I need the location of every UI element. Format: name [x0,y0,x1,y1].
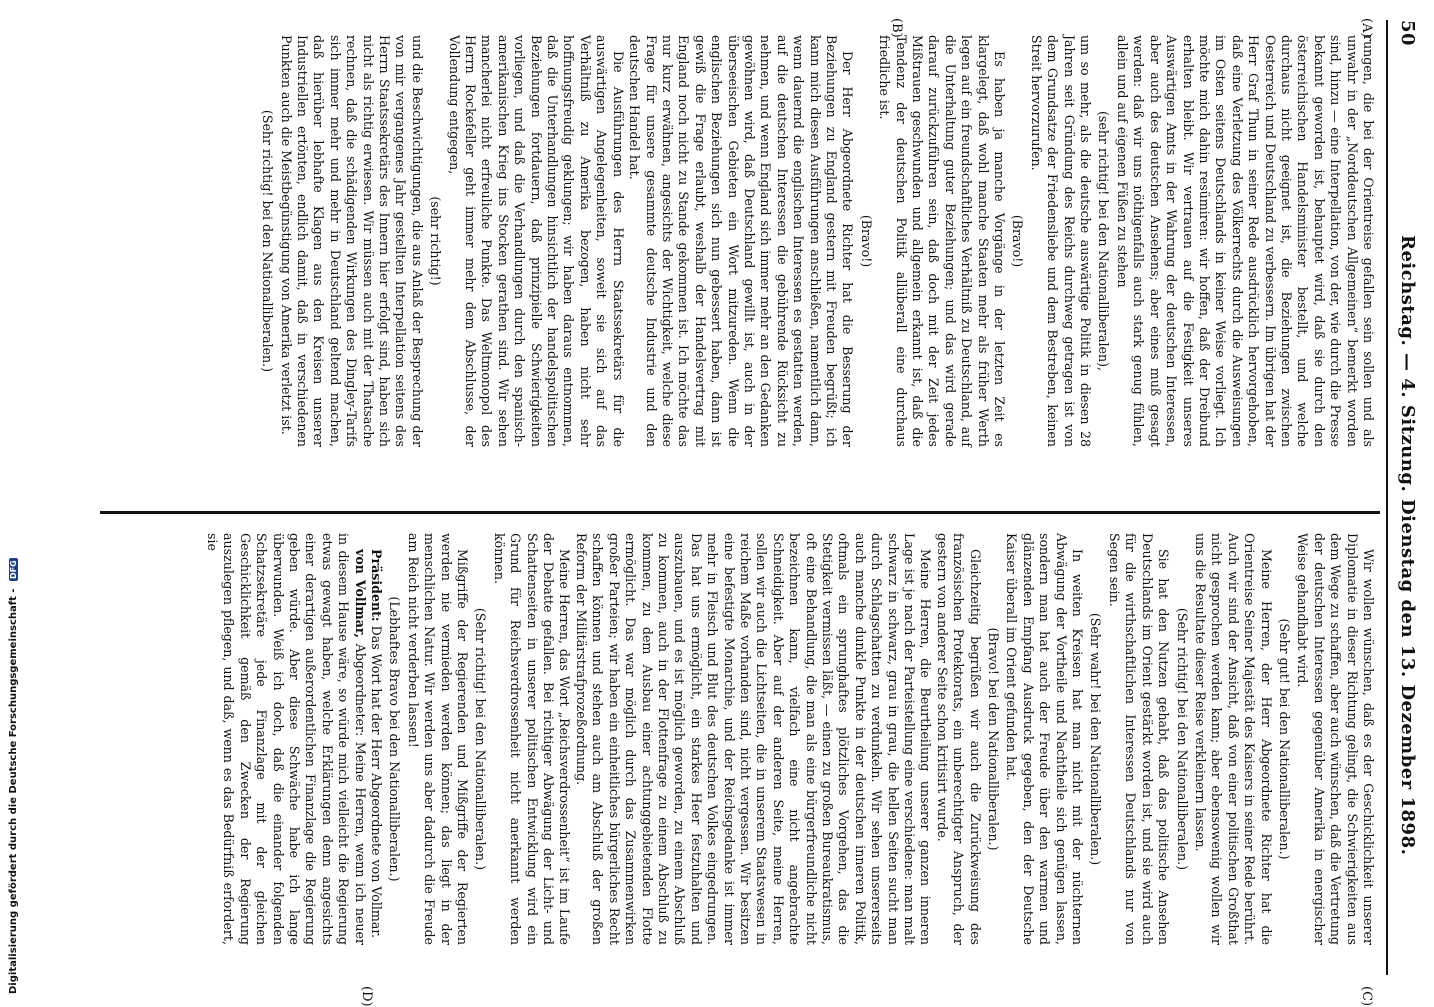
paragraph: Es haben ja manche Vorgänge in der letzten Zeit es klargelegt, daß wohl manche Staaten mehr als früher Werth legen auf ein freundschaftliches Verhältniß zu Deutschland, auf die Unterhaltung guter Beziehungen; und das wird gerade darauf zurückzuführen sein, daß doch mit der Zeit jedes Mißtrauen geschwunden und allgemein erkannt ist, daß die Tendenz der deutschen Politik allüberall eine durchaus friedliche ist. [877,35,1008,447]
paragraph: Sie hat den Nutzen gehabt, daß das politische Ansehen Deutschlands im Orient gestärkt worden ist, und sie wird auch für die wirthschaftlichen Interessen Deutschlands nur von Segen sein. [1106,533,1172,945]
paragraph: Meine Herren, der Herr Abgeordnete Richter hat die Orientreise Seiner Majestät des Kaisers in seiner Rede berührt. Auch wir sind der Ansicht, daß von einer politischen Großthat nicht gesprochen werden kann; aber ebensowenig wollen wir uns die Resultate dieser Reise verkleinern lassen. [1192,533,1274,945]
page-title: Reichstag. — 4. Sitzung. Dienstag den 13. Dezember 1898. [1397,235,1418,856]
interjection: (Bravo!) [858,214,874,268]
interjection: (sehr richtig! bei den Nationalliberalen), [1096,110,1112,372]
interjection: (Sehr wahr! bei den Nationalliberalen.) [1088,612,1104,866]
dfg-logo: DFG [9,560,18,579]
paragraph: und die Beschwichtigungen, die aus Anlaß der Besprechung der von mir vergangenes Jahr gestellten Interpellation seitens des Herrn Staatssekretärs des Innern hier erfolgt sind, haben sich nicht als richtig erwiesen. Wir müssen auch mit der Thatsache rechnen, daß die schädigenden Wirkungen des Dingley-Tarifs sich immer mehr und mehr in Deutschland geltend machen, daß hierüber lebhafte Klagen aus den Kreisen unserer Industriellen ertönten, endlich damit, daß in verschiedenen Punkten auch die Meistbegünstigung von Amerika verletzt ist. [278,35,425,447]
digitization-text: Digitalisierung gefördert durch die Deutsche Forschungsgemeinschaft - [8,588,19,994]
speaker-paragraph [368,533,384,945]
paragraph: rungen, die bei der Orientreise gefallen sein sollen und als unwahr in der „Norddeutschen Allgemeinen“ bemerkt worden sind, hinzu — eine Interpellation, von der, wie durch die Presse bekannt geworden ist, behauptet wird, daß sie durch den österreichischen Handelsminister bestellt, und welche durchaus nicht geeignet ist, die Beziehungen zwischen Oesterreich und Deutschland zu verbessern. Im übrigen hat der Herr Graf Thun in seiner Rede ausdrücklich hervorgehoben, daß eine Verletzung des Völkerrechts durch die Ausweisungen im Osten seitens Deutschlands in keiner Weise vorliegt. Ich möchte mich dahin resümiren: wir hoffen, daß der Dreibund erhalten bleibt. Wir vertrauen auf die Festigkeit unseres Auswärtigen Amts in der Wahrung der deutschen Interessen, aber auch des deutschen Ansehens; aber eines muß gesagt werden: daß wir uns nöthigenfalls auch stark genug fühlen, allein und auf eigenen Füßen zu stehen [1114,35,1376,447]
interjection: (Sehr richtig! bei den Nationalliberalen.) [1174,607,1190,871]
margin-marker-b: (B) [889,18,904,38]
interjection: (Sehr gut! bei den Nationalliberalen.) [1276,618,1292,860]
paragraph: Die Ausführungen des Herrn Staatssekretärs für die auswärtigen Angelegenheiten, soweit sie sich auf das Verhältniß zu Amerika bezogen, haben nicht sehr hoffnungsfreudig geklungen; wir haben daraus entnommen, daß die Unterhandlungen hinsichtlich der handelspolitischen Beziehungen fortdauern, daß prinzipielle Schwierigkeiten vorliegen, und daß die Verhandlungen durch den spanisch-amerikanischen Krieg ins Stocken gerathen sind. Wir sehen mancherlei nicht erfreuliche Punkte. Das Weltmonopol des Herrn Rockefeller geht immer mehr dem Abschlusse, der Vollendung entgegen, [446,35,626,447]
page-number: 50 [1397,20,1418,47]
interjection: (Sehr richtig! bei den Nationalliberalen.) [260,109,276,373]
paragraph: Meine Herren, die Beurtheilung unserer ganzen inneren Lage ist je nach der Parteistellung eine verschiedene: man malt schwarz in schwarz, grau in grau, die hellen Seiten sucht man durch Schlagschatten zu verdunkeln. Wir sehen unsererseits auch manche dunkle Punkte in der deutschen inneren Politik, oftmals ein sprunghaftes plötzliches Vorgehen, das die Stetigkeit vermissen läßt, — einen zu großen Bureaukratismus, oft eine Behandlung, die man als eine bürgerfreundliche nicht bezeichnen kann, vielfach eine nicht angebrachte Schneidigkeit. Aber auf der anderen Seite, meine Herren, sollen wir auch die Lichtseiten, die in unserem Staatswesen in reichem Maße vorhanden sind, nicht vergessen. Wir besitzen eine befestigte Monarchie, und der Reichsgedanke ist immer mehr in Fleisch und Blut des deutschen Volkes eingedrungen. Das hat uns ermöglicht, ein starkes Heer festzuhalten und auszubauen, und es ist möglich geworden, zu einem Abschluß zu kommen, auch in der Flottenfrage zu einem Abschluß zu kommen, zu dem Ausbau einer achtunggebietenden Flotte ermöglicht. Das war möglich durch das Zusammenwirken großer Parteien; wir haben ein einheitliches bürgerliches Recht schaffen können und stehen auch am Abschluß der großen Reform der Militärstrafprozeßordnung. [573,533,934,945]
margin-marker-a: (A) [1359,18,1374,38]
paragraph: Der Herr Abgeordnete Richter hat die Besserung der Beziehungen zu England gestern mit Freuden begrüßt; ich kann mich diesen Ausführungen anschließen, namentlich dann, wenn dauernd die englischen Interessen es gestatten werden, auf die deutschen Interessen die gebührende Rücksicht zu nehmen, und wenn England sich immer mehr an den Gedanken gewöhnen wird, daß Deutschland gewillt ist, auch in der überseeischen Gebieten ein Wort mitzureden. Wenn die englischen Beziehungen sich nun gebessert haben, dann ist gewiß die Frage erlaubt, weshalb der Handelsvertrag mit England noch nicht zu Stande gekommen ist. Ich möchte das nur kurz erwähnen, angesichts der Wichtigkeit, welche diese Frage für unsere gesammte deutsche Industrie und den deutschen Handel hat. [627,35,856,447]
left-text-column [257,35,1376,447]
interjection: (Lebhaftes Bravo bei den Nationalliberalen.) [387,596,403,882]
interjection: (Bravo!) [1010,214,1026,268]
margin-marker-d: (D) [359,986,374,1007]
interjection: (sehr richtig!) [428,196,444,286]
paragraph: In weiten Kreisen hat man nicht mit der nüchternen Abwägung der Vortheile und Nachtheile sich genügen lassen, sondern man hat auch der Freude über den warmen und glänzenden Empfang Ausdruck gegeben, den der Deutsche Kaiser überall im Orient gefunden hat. [1004,533,1086,945]
page-header [1386,20,1422,975]
paragraph: um so mehr, als die deutsche auswärtige Politik in diesen 28 Jahren seit Gründung des Reichs durchweg getragen ist von dem Grundsatze der Friedensliebe und dem Bestreben, keinen Streit hervorzurufen. [1028,35,1094,447]
speaker-text: Das Wort hat der Herr Abgeordnete von Vollmar. [369,621,385,939]
speaker-name: von Vollmar, [352,549,368,639]
interjection: (Sehr richtig! bei den Nationalliberalen.) [473,607,489,871]
speaker-text: Abgeordneter: Meine Herren, wenn ich neuer in diesem Hause wäre, so würde mich vielleicht die Regierung etwas gewagt haben, welche Erklärungen denn angesichts einer derartigen außerordentlichen Finanzlage die Regierung geben würde. Aber diese Schwäche habe ich lange überwunden. Weiß ich doch, daß die einander folgenden Schatzsekretäre jede Finanzlage mit der gleichen Geschicklichkeit gemäß den Zwecken der Regierung auszulegen pflegen, und daß, wenn es das Bedürfniß erfordert, sie [204,533,368,945]
column-divider [100,511,1380,514]
paragraph: Mißgriffe der Regierenden und Mißgriffe der Regierten werden nie vermieden werden können; das liegt in der menschlichen Natur. Wir werden uns aber dadurch die Freude am Reich nicht verderben lassen! [405,533,471,945]
paragraph: Wir wollen wünschen, daß es der Geschicklichkeit unserer Diplomatie in dieser Richtung gelingt, die Schwierigkeiten aus dem Wege zu schaffen, aber auch wünschen, daß die Vertretung der deutschen Interessen gegenüber Amerika in energischer Weise gehandhabt wird. [1295,533,1376,945]
paragraph: Gleichzeitig begrüßen wir auch die Zurückweisung des französischen Protektorats, ein unberechtigter Anspruch, der gestern von anderer Seite schon kritisirt wurde. [934,533,983,945]
header-rule [1386,20,1388,975]
interjection: (Bravo! bei den Nationalliberalen.) [986,627,1002,851]
right-text-column [204,533,1376,945]
paragraph: Meine Herren, das Wort „Reichsverdrossenheit“ ist im Laufe der Debatte gefallen. Bei richtiger Abwägung der Licht- und Schattenseiten in unserer politischen Entwicklung wird ein Grund für Reichsverdrossenheit nicht anerkannt werden können. [491,533,573,945]
speaker-name: Präsident: [369,549,385,622]
speaker-paragraph [204,533,368,945]
margin-marker-c: (C) [1359,986,1374,1007]
